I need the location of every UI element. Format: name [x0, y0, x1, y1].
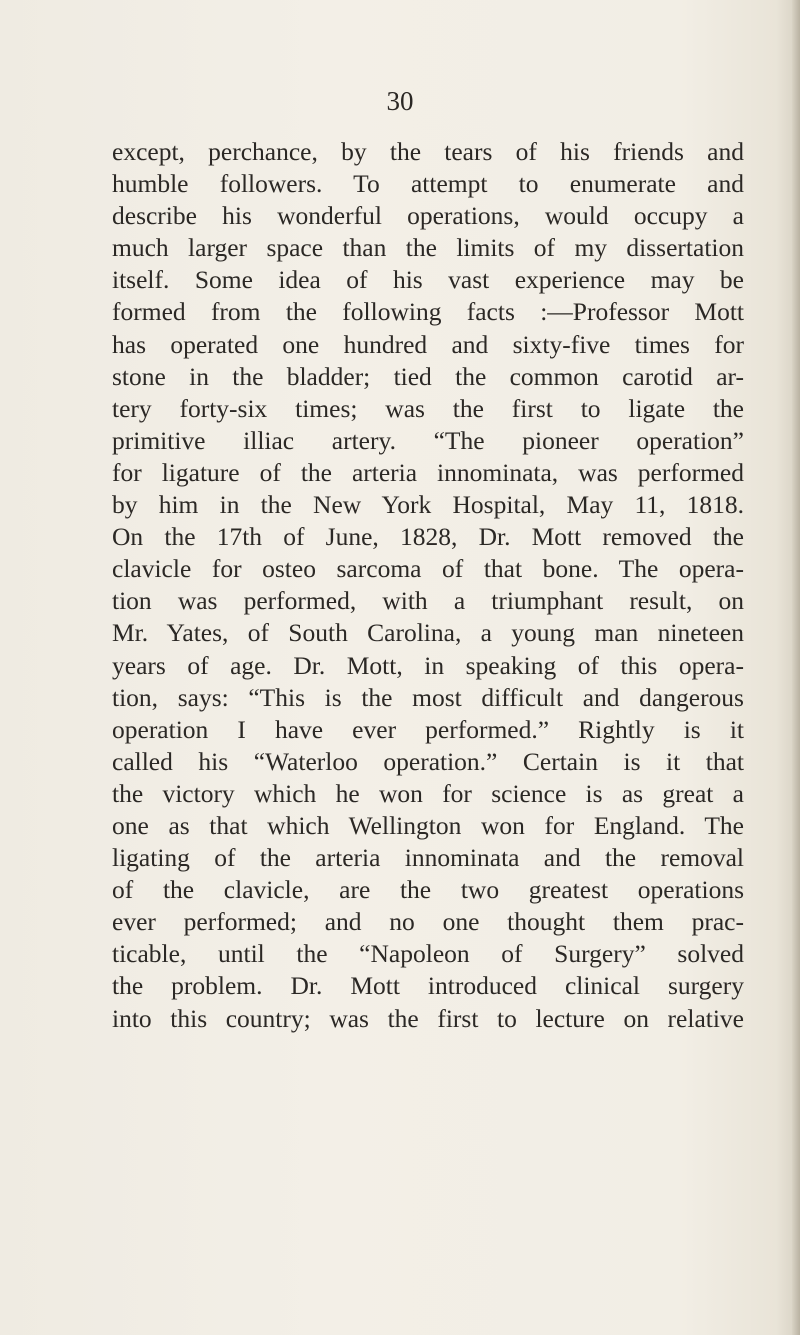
text-line: tion, says: “This is the most difficult and dangerous — [112, 682, 744, 712]
text-line: stone in the bladder; tied the common carotid ar- — [112, 361, 744, 391]
text-line: the problem. Dr. Mott introduced clinical surgery — [112, 971, 744, 1001]
text-line: clavicle for osteo sarcoma of that bone. The opera- — [112, 554, 744, 584]
text-line: primitive illiac artery. “The pioneer operation” — [112, 425, 744, 455]
text-line: itself. Some idea of his vast experience may be — [112, 265, 744, 295]
text-line: humble followers. To attempt to enumerate and — [112, 169, 744, 199]
text-line: one as that which Wellington won for England. The — [112, 810, 744, 840]
text-line: describe his wonderful operations, would occupy a — [112, 201, 744, 231]
text-line: of the clavicle, are the two greatest operations — [112, 875, 744, 905]
text-line: tery forty-six times; was the first to ligate the — [112, 393, 744, 423]
text-line: by him in the New York Hospital, May 11, 1818. — [112, 490, 744, 520]
text-line: ligating of the arteria innominata and the removal — [112, 843, 744, 873]
text-line: into this country; was the first to lecture on relative — [112, 1003, 744, 1033]
body-text — [112, 136, 744, 1035]
text-line: ever performed; and no one thought them prac- — [112, 907, 744, 937]
text-line: called his “Waterloo operation.” Certain is it that — [112, 746, 744, 776]
text-line: operation I have ever performed.” Rightly is it — [112, 714, 744, 744]
text-line: years of age. Dr. Mott, in speaking of this opera- — [112, 650, 744, 680]
text-line: formed from the following facts :—Professor Mott — [112, 297, 744, 327]
text-line: except, perchance, by the tears of his friends and — [112, 137, 744, 166]
text-line: for ligature of the arteria innominata, was performed — [112, 457, 744, 487]
text-line: tion was performed, with a triumphant result, on — [112, 586, 744, 616]
page-number: 30 — [386, 86, 414, 116]
text-line: On the 17th of June, 1828, Dr. Mott removed the — [112, 522, 744, 552]
text-line: the victory which he won for science is as great a — [112, 778, 744, 808]
text-line: Mr. Yates, of South Carolina, a young man nineteen — [112, 618, 744, 648]
page-edge — [792, 0, 800, 1335]
text-line: much larger space than the limits of my dissertation — [112, 233, 744, 263]
text-line: has operated one hundred and sixty-five times for — [112, 329, 744, 359]
text-line: ticable, until the “Napoleon of Surgery” solved — [112, 939, 744, 969]
